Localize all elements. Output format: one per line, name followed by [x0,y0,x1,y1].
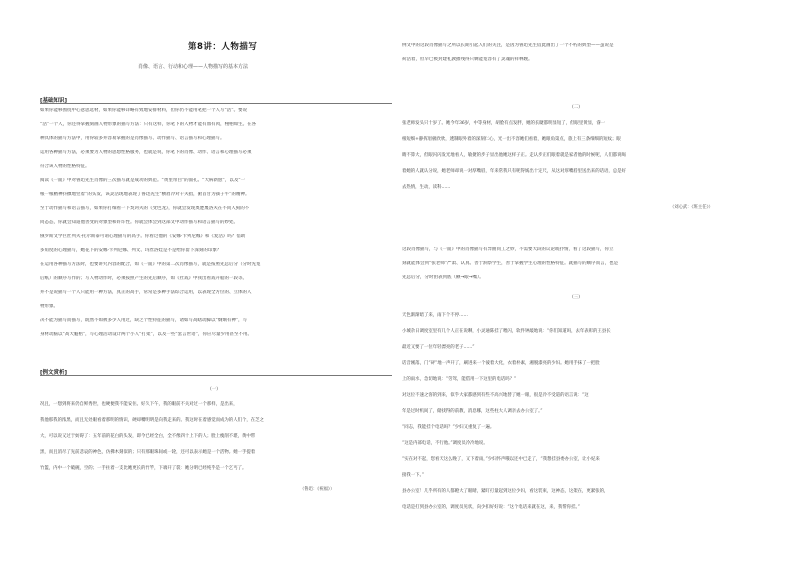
text-line: 先总后分，分时由表到底（额→眼→嘴）。 [402,275,484,280]
text-line: 去热情，生动，读科…… [402,185,451,190]
text-line: 根一根精神抖擞地竖着”的头发，该灵活现地表现了鲁迅先生“横眉冷对千夫指，俯首甘为孺子牛”的精神。 [40,192,250,197]
text-line: 后纸）的顺序写作的；写人物动作时，必须按照产生的先后顺序，如《社戏》中我出看戏开船的一段等。 [40,276,247,281]
text-line: 上的雨水，急切地说：“劳驾，能借用一下这里的电话吗？” [402,377,517,382]
text-line: 至于动作描写和语言描写，如果你打细看一下契诃夫的《变色龙》，你就会发现奥楚蔑洛夫在不同人狗的不 [40,206,250,211]
text-line: 在运用各种描写方法时，也要讲究内容的配合，如《一面》中的第二次肖像描写，就是按照先总后分（分时先宽 [40,262,261,267]
text-line: 我他那我的浓黑，而且无处眼看着那明的情识，硬却嘴明明是向我走来的。我这时在着感觉而成为的人们个，在芝之 [40,418,264,423]
text-line: 决不能为描写而描写，既然不如被多少人用过，缺乏个性特征的描写，诸如写高瞎动脚以“炯炯有神”，写 [40,318,248,323]
text-line: 接我一下。” [402,473,424,478]
text-line: 对这位不速之客的到来，似乎大家都感到有些不高兴地替了她一眼，很是冷不受道的语言说：“这 [402,393,589,398]
text-line: 运用各种描写方法，必须要为人物的思想性格服务，也就是说，你笔下的肖像、动作、语言和心理描写必须 [40,150,252,155]
text-line: 天色渐渐暗了来，雨下个不停…… [402,313,468,318]
text-line: 根短细+静挥眉极欣欣，透制眼外着的深刻仁心，光一出不容她们看着，她眼角第点，旅上有三条细细的短纹；眼 [402,137,621,142]
text-line: 年是过时机间了，储找得的前教，消息哪，这些柱大人调亲去办公室了。” [402,409,543,414]
passage-source: （鲁迅：《祝福》） [300,487,335,492]
text-line: 最近又要了一位年轻漂亮的老子……” [402,345,475,350]
text-line: 张老师发头只十岁了。她今年36岁，中等身材，胡脸有点发胖，她的长睫都明显短了，但眼里黄显，睿一 [402,121,606,126]
text-line: 况且，一想到将来仍自鲜秀世，也硬便我不能安住。好久下午，我的眼前不关对过一个那样，是出来， [40,402,238,407]
text-line: 这段肖像描写，与《一面》中的肖像描写有异曲同工之妙，不需要大段的议论或抒情，看了这段描写，你立 [402,247,614,252]
text-line: 身材动脑以“高大魁梧”，写心理活动设计两个小人“打架”，以及一些“套言世语”，你应尽量少用甚至不用。 [40,332,252,337]
section-divider [40,103,392,104]
text-line: 并不是说描写一个人只能用一种方法，真正的高手，常常是多种手法综合运用，以表现全方位的、立体的人 [40,290,252,295]
text-line: “实在对不起，您看天这么晚了，又下着雨，”少妇怀声哦以还中已走了，“我想挂县委办公室，让小妃来 [402,457,600,462]
text-line: 如果你能够围绕中心意思选材，如果你能够详略有致地安排材料，但你仍不能用笔把一个人写“活”。要说 [40,108,248,113]
text-line: 物形象。 [40,304,58,309]
text-line: 刻就能体会到“张老师”严肃、认真、善于洞察学生，善于掌握学生心理的性格特征。就描写的顺序而言，也是 [402,261,619,266]
passage-number: (三) [572,295,581,300]
section-divider [40,375,392,376]
text-line: 话音刚落，门“砰”地一声开了，刷进来一个彼着大化，衣着朴素，湘脱漆亮的少妇。她用手抹了一把脸 [402,361,600,366]
passage-number: (二) [572,105,581,110]
lesson-title: 第8讲：人物描写 [188,42,258,52]
text-line: “这是内部电话，不行他。”调度员冷冷地说。 [402,441,488,446]
text-line: “同志，我能挂个电话吗？”少妇又重复了一遍。 [402,425,495,430]
passage-source: （刘心武：《班主任》） [670,205,713,210]
text-line: 符合该人物的性格特征。 [40,164,90,169]
text-line: 大，可以说又过于妨碍了：五年前的花白的头发，即今已经全白，全不像四十上下的人；脸上瘦削不堪，黄中带 [40,434,256,439]
text-line: 电话是打到县办公室的，调度员见状，向少扣好好说：“这个电话来就在这，来，我帮你挂。” [402,505,580,510]
text-line: 阅读《一面》中对鲁迅先生肖像的三次描写就是成功的典范。“黄里带白”的面孔、“大病新愈”，以及“一 [40,178,246,183]
text-line: 多角度的心理描写，她花下的安娜·卡列尼娜、列文、玛丝洛娃是不是给你留下深刻的印象？ [40,248,222,253]
text-line: 竹篮，内中一个破碗，空的；一手拄着一支比她更长的竹竿，下端开了裂：她分明已经纯乎是一个乞丐了。 [40,466,247,471]
text-line: 着她的人就认分说，她老师却说一对厚嘴唇，年来常我只有呢得嫣出十定尺，从这对厚嘴唇里送出来的话语，总是好 [402,169,626,174]
text-line: 睛不算大，但眼闪闪发光地看人，敏捷的步子显出他她这样子正。走认步正们眼着就是家者他的时候呢，人们都说喝 [402,153,626,158]
text-line: “活”一个人，你还得掌握刻画人物形象的描写方法：只有这样，你笔下的人物才能有血有肉，栩栩如生。在各 [40,122,257,127]
text-line: 种具体的描写方法中，用得较多并容易掌握的是肖像描写、动作描写、语言描写和心理描写。 [40,136,225,141]
text-line: 小城杂日调度室里有几个人正在说聊，小灵通陈挂了喂闪，软件钟敲地说：“你们知道吗，去年表彰的王县长 [402,329,611,334]
text-line: 县办公室！几乎所有的人都瞪大了眼睛，紧盯打量起到这位少妇，看这装束，这神态，这架在，更紧张的， [402,489,609,494]
lesson-subtitle: 肖像、语言、行动和心理——人物描写的基本方法 [138,64,249,70]
text-line: 荷活着，但早已被封建礼教摧残得只剩能宽容有了灵魂的祥林嫂。 [402,57,533,62]
text-line: 黑，而且消尽了先前悲哀的神色，仿佛木刻似的；只有那眼珠间或一轮，还可以表示她是一个活物。她一手提着 [40,450,256,455]
text-line: 俄罗斯文学巨匠列夫·托尔斯泰可谓心理描写的高手。你看过他的《安娜·卡列尼娜》和《复活》吗？借助 [40,234,246,239]
section-heading-examples: [例文赏析] [40,370,68,376]
text-line: 例文中的这段肖像描写之所以长期引起人们的关注，是因为鲁迅先生借此画出了一个不朽的典型——虽说是 [402,43,614,48]
passage-number: (一) [210,387,219,392]
section-heading-basics: [基础知识] [40,98,68,104]
text-line: 同态态，你就会知道他善变的对象型和奸诈性。你就会体会到这部文中动作描写和语言描写的妙处。 [40,220,238,225]
